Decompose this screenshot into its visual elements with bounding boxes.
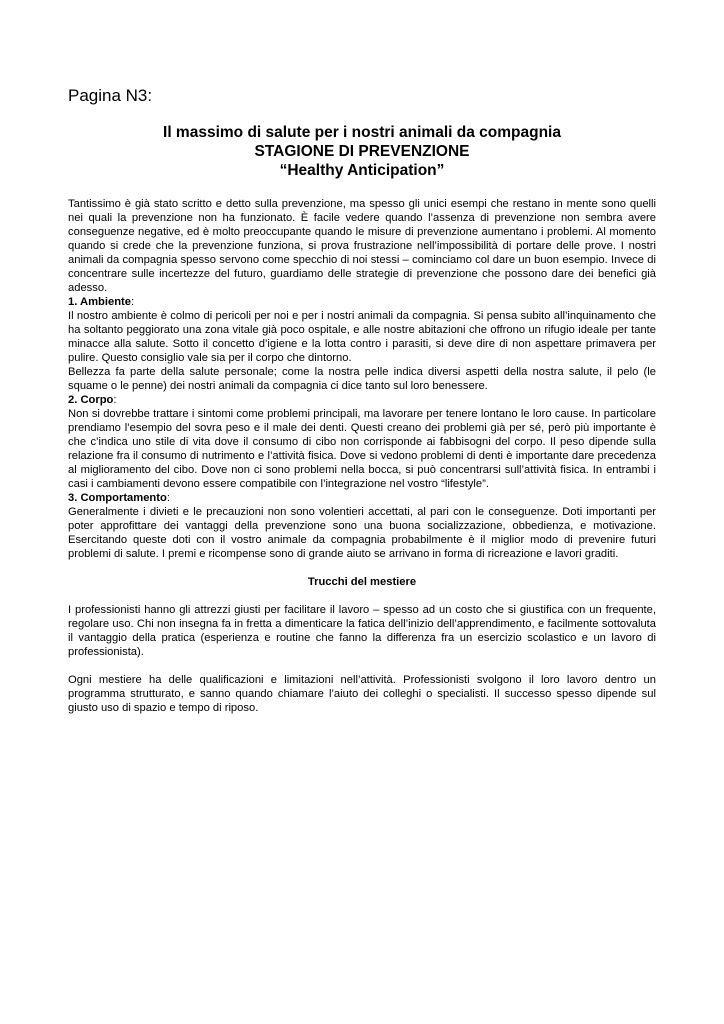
tricks-paragraph-1: I professionisti hanno gli attrezzi giusti per facilitare il lavoro – spesso ad un costo che si giustifica con un frequente, regolare uso. Chi non insegna fa in fretta a dimenticare la fatica dell’inizio dell’apprendimento, e facilmente sottovaluta il vantaggio della pratica (esperienza e routine che fanno la differenza fra un esercizio scolastico e un lavoro di professionista). [68, 604, 656, 658]
sub-title: STAGIONE DI PREVENZIONE [254, 143, 470, 160]
section-heading-text: 2. Corpo [68, 394, 114, 406]
main-title: Il massimo di salute per i nostri animali da compagnia [163, 124, 561, 141]
tricks-title: Trucchi del mestiere [307, 576, 417, 588]
title-block [68, 123, 656, 180]
section-heading-text: 3. Comportamento [68, 492, 167, 504]
section-heading-comportamento: 3. Comportamento: [68, 492, 170, 504]
tricks-paragraph-2: Ogni mestiere ha delle qualificazioni e limitazioni nell’attività. Professionisti svolgono il loro lavoro dentro un programma strutturato, e sanno quando chiamare l’aiuto dei colleghi o specialisti. Il successo spesso dipende sul giusto uso di spazio e tempo di riposo. [68, 674, 656, 714]
section-heading-corpo: 2. Corpo: [68, 394, 117, 406]
quote-title: “Healthy Anticipation” [279, 162, 445, 179]
comportamento-paragraph-1: Generalmente i divieti e le precauzioni non sono volentieri accettati, al pari con le conseguenze. Doti importanti per poter approfittare dei vantaggi della prevenzione sono una buona socializzazione, obbedienza, e motivazione. Esercitando queste doti con il vostro animale da compagnia probabilmente è il miglior modo di prevenire futuri problemi di salute. I premi e ricompense sono di grande aiuto se arrivano in forma di ricreazione e lavori graditi. [68, 506, 656, 560]
section-heading-text: 1. Ambiente [68, 296, 131, 308]
page-label: Pagina N3: [68, 86, 153, 105]
ambiente-paragraph-1: Il nostro ambiente è colmo di pericoli per noi e per i nostri animali da compagnia. Si pensa subito all’inquinamento che ha soltanto peggiorato una zona vitale già poco ospitale, e alle nostre abitazioni che offrono un rifugio ideale per tante minacce alla salute. Sotto il concetto d’igiene e la lotta contro i parasiti, si deve dire di non aspettare primavera per pulire. Questo consiglio vale sia per il corpo che dintorno. [68, 310, 656, 364]
document-body [68, 197, 656, 715]
corpo-paragraph-1: Non si dovrebbe trattare i sintomi come problemi principali, ma lavorare per tenere lontano le loro cause. In particolare prendiamo l’esempio del sovra peso e il male dei denti. Questi creano dei problemi già per sé, però più importante è che c’indica uno stile di vita dove il consumo di cibo non corrisponde ai fabbisogni del corpo. Il peso dipende sulla relazione fra il consumo di nutrimento e l’attività fisica. Dove si vedono problemi di denti è importante dare precedenza al miglioramento del cibo. Dove non ci sono problemi nella bocca, si può concentrarsi sull’attività fisica. In entrambi i casi i cambiamenti devono essere compatibile con l’integrazione nel vostro “lifestyle”. [68, 408, 656, 490]
paragraph-gap [68, 659, 656, 673]
section-heading-ambiente: 1. Ambiente: [68, 296, 135, 308]
intro-paragraph: Tantissimo è già stato scritto e detto sulla prevenzione, ma spesso gli unici esempi che restano in mente sono quelli nei quali la prevenzione non ha funzionato. È facile vedere quando l’assenza di prevenzione non sembra avere conseguenze negative, ed è molto preoccupante quando le misure di prevenzione aumentano i problemi. Al momento quando si crede che la prevenzione funziona, si prova frustrazione nell’impossibilità di portare delle prove. I nostri animali da compagnia spesso servono come specchio di noi stessi – cominciamo col dare un buon esempio. Invece di concentrare sulle incertezze del futuro, guardiamo delle strategie di prevenzione che possono dare dei benefici già adesso. [68, 198, 656, 294]
ambiente-paragraph-2: Bellezza fa parte della salute personale; come la nostra pelle indica diversi aspetti della nostra salute, il pelo (le squame o le penne) dei nostri animali da compagnia ci dice tanto sul loro benessere. [68, 366, 656, 392]
